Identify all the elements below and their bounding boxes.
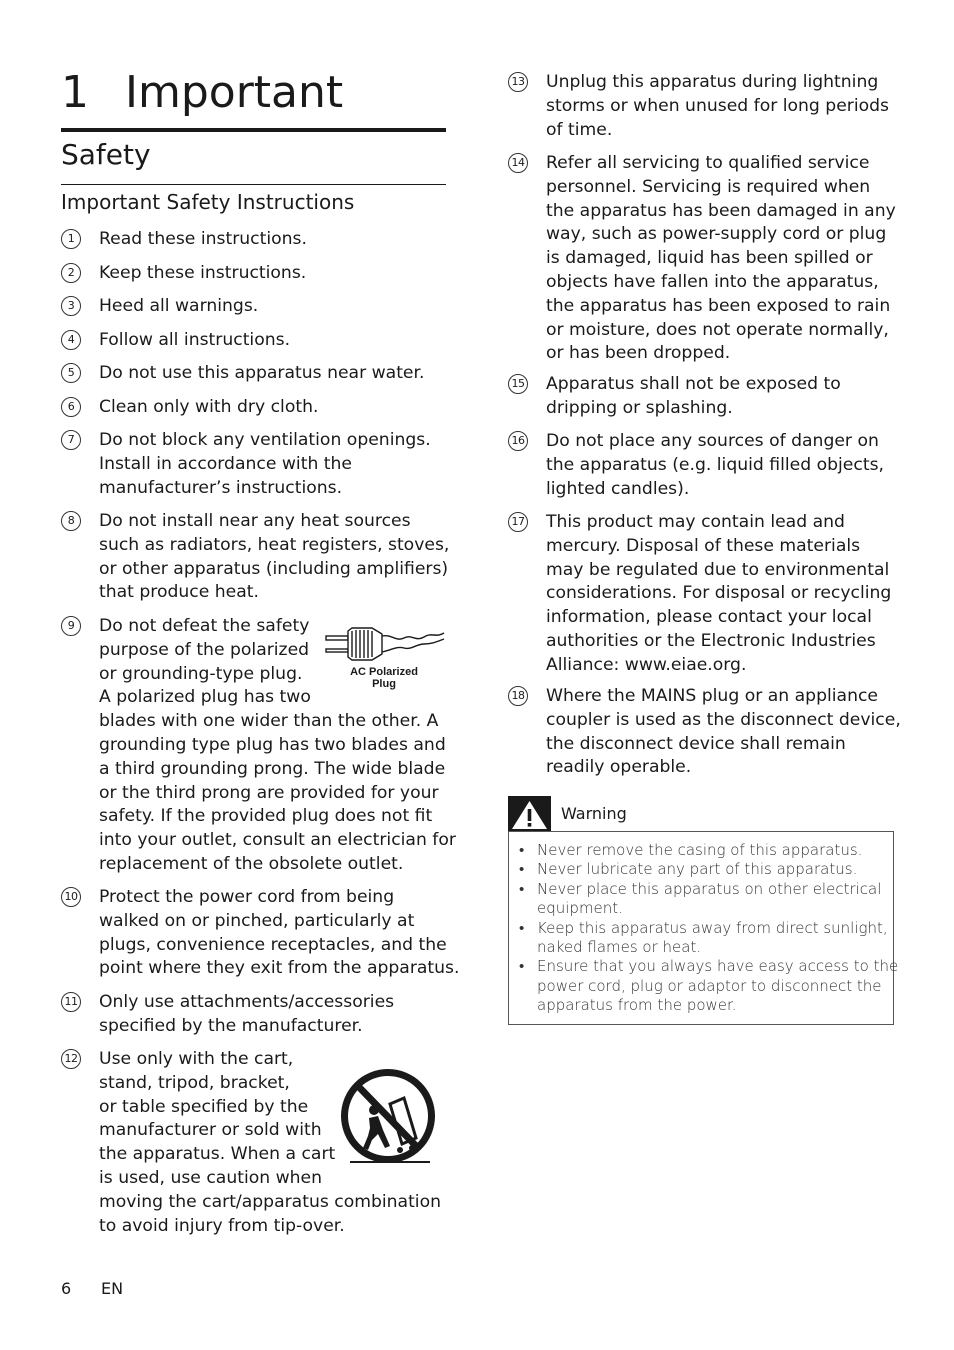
- item-text-line: safety. If the provided plug does not fit: [99, 806, 433, 827]
- item-number-badge: 8: [61, 511, 81, 531]
- item-text-line: or grounding-type plug.: [99, 663, 303, 684]
- item-number-badge: 13: [508, 72, 528, 92]
- item-text-line: Only use attachments/accessories: [99, 992, 395, 1012]
- chapter-rule: [61, 128, 446, 132]
- item-text-line: may be regulated due to environmental: [546, 559, 890, 580]
- item-number-badge: 15: [508, 374, 528, 394]
- item-text-line: or the third prong are provided for your: [99, 782, 439, 803]
- item-text-line: moving the cart/apparatus combination: [99, 1191, 441, 1212]
- item-text-line: Protect the power cord from being: [99, 887, 395, 907]
- warning-bullet: [517, 957, 899, 1015]
- item-text-line: such as radiators, heat registers, stoves,: [99, 534, 450, 555]
- warning-list: [517, 841, 899, 1016]
- item-number-badge: 17: [508, 512, 528, 532]
- item-text-line: or has been dropped.: [546, 343, 731, 364]
- item-number-badge: 10: [61, 887, 81, 907]
- item-text-line: Clean only with dry cloth.: [99, 397, 319, 417]
- item-text: [99, 429, 446, 500]
- item-text: [546, 430, 894, 501]
- warning-bullet-line: • Ensure that you always have easy access to the: [537, 957, 899, 976]
- item-text-line: Do not place any sources of danger on: [546, 431, 879, 451]
- item-text-line: grounding type plug has two blades and: [99, 734, 446, 755]
- item-number-badge: 12: [61, 1049, 81, 1069]
- item-number-badge: 6: [61, 397, 81, 417]
- subsection-title: Important Safety Instructions: [61, 190, 355, 214]
- warning-bullet-line: apparatus from the power.: [537, 996, 737, 1015]
- item-text: [99, 991, 446, 1039]
- item-number-badge: 1: [61, 229, 81, 249]
- item-text: [99, 362, 446, 386]
- item-text-line: blades with one wider than the other. A: [99, 711, 439, 732]
- warning-bullet-line: • Keep this apparatus away from direct sunlight,: [537, 918, 888, 937]
- item-text-line: is used, use caution when: [99, 1167, 323, 1188]
- item-text-line: personnel. Servicing is required when: [546, 176, 871, 197]
- item-number-badge: 5: [61, 363, 81, 383]
- item-text-line: Do not block any ventilation openings.: [99, 430, 431, 450]
- item-number-badge: 9: [61, 616, 81, 636]
- warning-bullet: [517, 918, 888, 958]
- item-text-line: Unplug this apparatus during lightning: [546, 72, 879, 92]
- item-text: [99, 329, 446, 353]
- item-text-line: Do not use this apparatus near water.: [99, 363, 425, 383]
- item-text-line: the disconnect device shall remain: [546, 733, 846, 754]
- warning-bullet-line: • Never remove the casing of this apparatus.: [537, 841, 863, 859]
- item-text-line: specified by the manufacturer.: [99, 1015, 363, 1036]
- item-text-line: the apparatus. When a cart: [99, 1144, 336, 1165]
- item-text-line: objects have fallen into the apparatus,: [546, 271, 879, 292]
- language-code: EN: [101, 1279, 124, 1298]
- item-text-line: into your outlet, consult an electrician for: [99, 830, 456, 851]
- item-text: [546, 685, 901, 780]
- plug-label-line1: AC Polarized: [350, 666, 418, 678]
- item-number-badge: 4: [61, 330, 81, 350]
- item-text-line: the apparatus (e.g. liquid filled objects,: [546, 454, 884, 475]
- item-text-line: authorities or the Electronic Industries: [546, 630, 876, 651]
- chapter-title: [61, 62, 446, 124]
- cart-warning-figure: [338, 1066, 438, 1168]
- item-text: [546, 373, 894, 421]
- item-text-line: manufacturer or sold with: [99, 1120, 322, 1141]
- item-text-line: Alliance: www.eiae.org.: [546, 654, 747, 675]
- warning-bullet-line: power cord, plug or adaptor to disconnect the: [537, 976, 882, 995]
- warning-bullet-line: • Never lubricate any part of this apparatus.: [537, 860, 858, 879]
- item-text-line: mercury. Disposal of these materials: [546, 535, 861, 556]
- item-number-badge: 11: [61, 992, 81, 1012]
- item-text-line: to avoid injury from tip-over.: [99, 1215, 345, 1236]
- plug-label: [322, 666, 446, 690]
- item-text: [546, 71, 894, 142]
- item-text: [546, 152, 894, 366]
- item-text-line: considerations. For disposal or recycling: [546, 583, 892, 604]
- item-text-line: Heed all warnings.: [99, 296, 259, 316]
- item-text-line: that produce heat.: [99, 582, 259, 603]
- item-number-badge: 14: [508, 153, 528, 173]
- item-text-line: Do not defeat the safety: [99, 616, 310, 636]
- item-text: [99, 295, 446, 319]
- item-text-line: is damaged, liquid has been spilled or: [546, 248, 873, 269]
- item-text-line: replacement of the obsolete outlet.: [99, 853, 404, 874]
- item-text-line: Use only with the cart,: [99, 1049, 294, 1069]
- item-text-line: information, please contact your local: [546, 607, 872, 628]
- page-number: 6: [61, 1279, 72, 1298]
- item-text: [546, 511, 894, 678]
- chapter-title-text: Important: [125, 67, 344, 118]
- item-text-line: This product may contain lead and: [546, 512, 845, 532]
- item-text-line: Keep these instructions.: [99, 263, 307, 283]
- item-text-line: or moisture, does not operate normally,: [546, 319, 889, 340]
- item-text-line: coupler is used as the disconnect device,: [546, 709, 901, 730]
- polarized-plug-icon: [322, 622, 446, 666]
- item-text-line: the apparatus has been damaged in any: [546, 200, 896, 221]
- warning-triangle-icon: [508, 796, 551, 832]
- warning-bullet-line: naked flames or heat.: [537, 938, 702, 957]
- plug-label-line2: Plug: [372, 678, 396, 690]
- item-text-line: walked on or pinched, particularly at: [99, 910, 415, 931]
- item-text-line: point where they exit from the apparatus.: [99, 958, 460, 979]
- item-text-line: stand, tripod, bracket,: [99, 1072, 290, 1093]
- item-text: [99, 396, 446, 420]
- item-text-line: plugs, convenience receptacles, and the: [99, 934, 447, 955]
- item-number-badge: 7: [61, 430, 81, 450]
- warning-label: Warning: [561, 804, 627, 823]
- item-text: [99, 228, 446, 252]
- item-text-line: purpose of the polarized: [99, 639, 310, 660]
- warning-bullet-line: • Never place this apparatus on other electrical: [537, 879, 882, 898]
- item-text-line: Where the MAINS plug or an appliance: [546, 686, 878, 706]
- item-text-line: Apparatus shall not be exposed to: [546, 374, 841, 394]
- warning-bullet: [517, 880, 881, 919]
- warning-box: [508, 831, 899, 1025]
- item-text-line: Do not install near any heat sources: [99, 511, 411, 531]
- item-text-line: A polarized plug has two: [99, 687, 311, 708]
- item-text-line: Read these instructions.: [99, 229, 307, 249]
- warning-bullet: [517, 860, 881, 879]
- item-number-badge: 2: [61, 263, 81, 283]
- warning-bullet-line: equipment.: [537, 899, 623, 918]
- item-text: [99, 510, 450, 605]
- item-number-badge: 16: [508, 431, 528, 451]
- item-text-line: manufacturer’s instructions.: [99, 477, 343, 498]
- polarized-plug-figure: [322, 622, 446, 694]
- section-rule: [61, 184, 446, 185]
- item-text-line: a third grounding prong. The wide blade: [99, 758, 446, 779]
- item-text-line: readily operable.: [546, 757, 692, 778]
- item-text-line: storms or when unused for long periods: [546, 95, 890, 116]
- item-number-badge: 3: [61, 296, 81, 316]
- item-text-line: Refer all servicing to qualified service: [546, 153, 870, 173]
- item-number-badge: 18: [508, 686, 528, 706]
- chapter-number: 1: [61, 67, 89, 118]
- item-text-line: dripping or splashing.: [546, 397, 733, 418]
- section-title: Safety: [61, 138, 151, 171]
- item-text-line: way, such as power-supply cord or plug: [546, 224, 887, 245]
- item-text-line: lighted candles).: [546, 478, 690, 499]
- item-text: [99, 262, 446, 286]
- item-text-line: the apparatus has been exposed to rain: [546, 295, 891, 316]
- item-text-line: or table specified by the: [99, 1096, 309, 1117]
- item-text-line: Follow all instructions.: [99, 330, 291, 350]
- item-text-line: Install in accordance with the: [99, 453, 353, 474]
- warning-header: [508, 796, 894, 832]
- warning-bullet: [517, 841, 881, 860]
- cart-tip-over-warning-icon: [338, 1066, 438, 1168]
- item-text: [99, 886, 460, 981]
- item-text-line: or other apparatus (including amplifiers): [99, 558, 449, 579]
- item-text-line: of time.: [546, 119, 613, 140]
